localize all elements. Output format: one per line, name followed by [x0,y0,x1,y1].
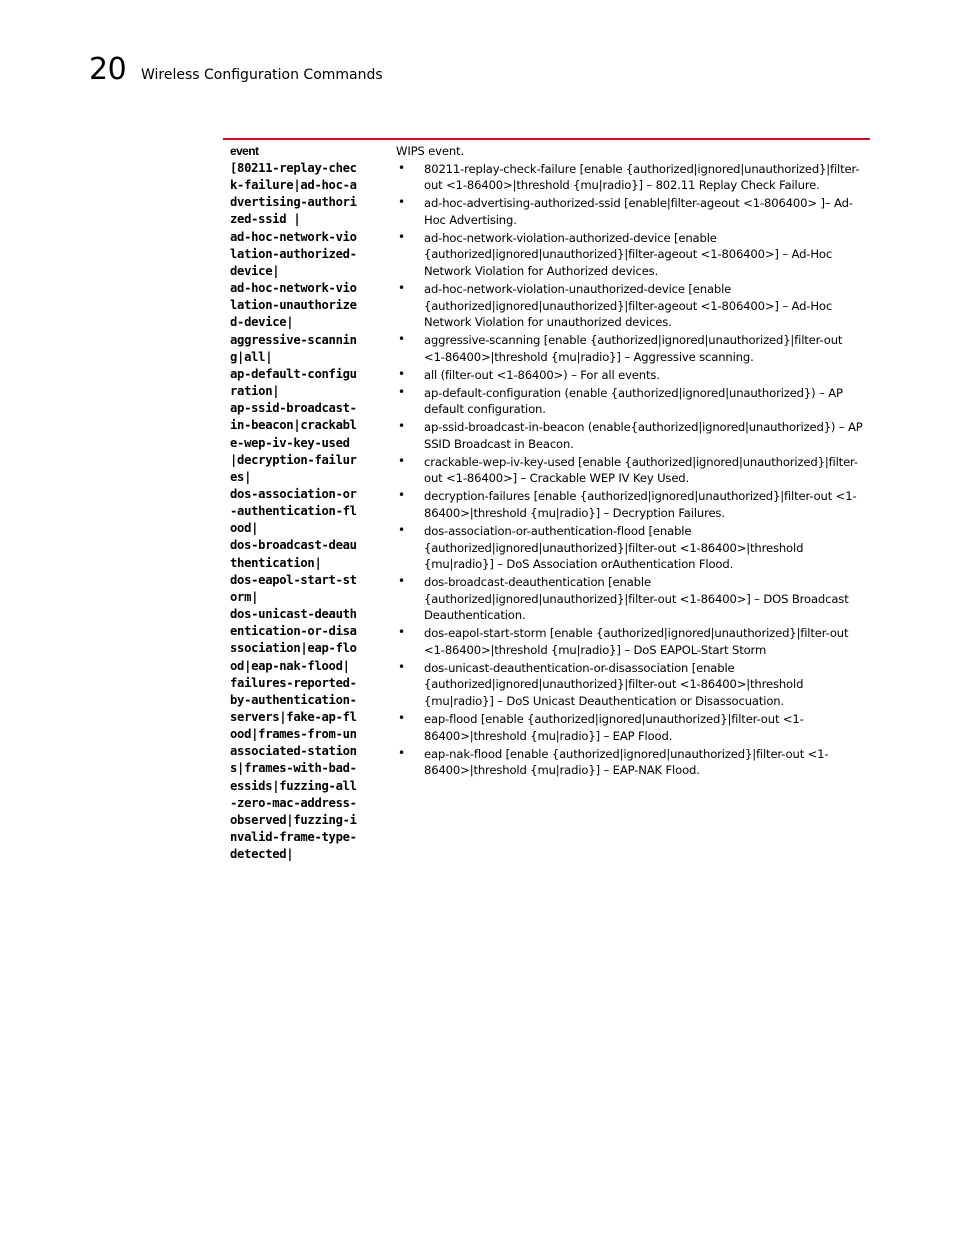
bullet-icon: • [398,745,405,760]
list-item [396,488,866,521]
parameter-cell [230,144,390,863]
list-item-text: dos-eapol-start-storm [enable {authorized|ignored|unauthorized}|filter-out <1-86400>|threshold {mu|radio}] – DoS EAPOL-Start Storm [424,626,849,657]
list-item-text: aggressive-scanning [enable {authorized|ignored|unauthorized}|filter-out <1-86400>|threshold {mu|radio}] – Aggressive scanning. [424,333,843,364]
chapter-title: Wireless Configuration Commands [141,67,383,83]
description-cell [396,143,866,780]
list-item [396,746,866,779]
list-item [396,625,866,658]
list-item [396,574,866,624]
bullet-icon: • [398,625,405,640]
bullet-icon: • [398,574,405,589]
bullet-icon: • [398,366,405,381]
list-item-text: eap-nak-flood [enable {authorized|ignored|unauthorized}|filter-out <1-86400>|threshold {mu|radio}] – EAP-NAK Flood. [424,746,829,778]
list-item-text: ap-default-configuration (enable {authorized|ignored|unauthorized}) – AP default configuration. [424,385,843,417]
list-item-text: ad-hoc-advertising-authorized-ssid [enable|filter-ageout <1-806400> ]– Ad-Hoc Advertising. [424,196,853,227]
event-options-list [396,161,866,779]
bullet-icon: • [398,488,405,503]
bullet-icon: • [398,195,405,210]
bullet-icon: • [398,522,405,537]
list-item [396,660,866,710]
list-item-text: ap-ssid-broadcast-in-beacon (enable{authorized|ignored|unauthorized}) – AP SSID Broadcast in Beacon. [424,420,863,451]
list-item-text: all (filter-out <1-86400>) – For all events. [424,367,660,382]
parameter-description: WIPS event. [396,144,464,158]
list-item [396,523,866,573]
bullet-icon: • [398,160,405,175]
bullet-icon: • [398,229,405,244]
list-item-text: crackable-wep-iv-key-used [enable {authorized|ignored|unauthorized}|filter-out <1-86400>] – Crackable WEP IV Key Used. [424,454,858,486]
bullet-icon: • [398,419,405,434]
list-item [396,367,866,384]
bullet-icon: • [398,384,405,399]
table-top-rule [223,138,870,140]
list-item-text: dos-broadcast-deauthentication [enable {authorized|ignored|unauthorized}|filter-out <1-86400>] – DOS Broadcast Deauthentication. [424,575,849,623]
list-item-text: ad-hoc-network-violation-authorized-device [enable {authorized|ignored|unauthorized}|filter-ageout <1-806400>] – Ad-Hoc Network Violation for Authorized devices. [424,230,833,278]
bullet-icon: • [398,711,405,726]
list-item-text: 80211-replay-check-failure [enable {authorized|ignored|unauthorized}|filter-out <1-86400>|threshold {mu|radio}] – 802.11 Replay Check Failure. [424,161,860,193]
list-item [396,454,866,487]
list-item-text: ad-hoc-network-violation-unauthorized-device [enable {authorized|ignored|unauthorized}|filter-ageout <1-806400>] – Ad-Hoc Network Violation for unauthorized devices. [424,281,833,330]
list-item [396,711,866,744]
list-item [396,385,866,418]
list-item-text: dos-association-or-authentication-flood [enable {authorized|ignored|unauthorized}|filter-out <1-86400>|threshold {mu|radio}] – DoS Association orAuthentication Flood. [424,523,804,572]
list-item [396,332,866,365]
list-item-text: eap-flood [enable {authorized|ignored|unauthorized}|filter-out <1-86400>|threshold {mu|radio}] – EAP Flood. [424,712,804,743]
bullet-icon: • [398,280,405,295]
bullet-icon: • [398,659,405,674]
list-item [396,281,866,331]
list-item [396,419,866,452]
parameter-syntax: [80211-replay-chec k-failure|ad-hoc-a dvertising-authori zed-ssid | ad-hoc-network-vio lation-authorized- device| ad-hoc-network-vio lation-unauthorize d-device| aggressive-scannin g|all| ap-default-configu ration| ap-ssid-broadcast- in-beacon|crackabl e-wep-iv-key-used |decryption-failur es| dos-association-or -authentication-fl ood| dos-broadcast-deau thentication| dos-eapol-start-st orm| dos-unicast-deauth entication-or-disa ssociation|eap-flo od|eap-nak-flood| failures-reported- by-authentication- servers|fake-ap-fl ood|frames-from-un associated-station s|frames-with-bad- essids|fuzzing-all -zero-mac-address- observed|fuzzing-i nvalid-frame-type- detected| [230,161,357,862]
list-item [396,161,866,194]
list-item-text: dos-unicast-deauthentication-or-disassociation [enable {authorized|ignored|unauthorized}|filter-out <1-86400>|threshold {mu|radio}] – DoS Unicast Deauthentication or Disassocuation. [424,660,804,709]
parameter-name: event [230,144,259,158]
list-item [396,230,866,280]
list-item-text: decryption-failures [enable {authorized|ignored|unauthorized}|filter-out <1-86400>|threshold {mu|radio}] – Decryption Failures. [424,489,857,520]
chapter-number: 20 [89,52,127,87]
bullet-icon: • [398,453,405,468]
bullet-icon: • [398,332,405,347]
list-item [396,195,866,228]
